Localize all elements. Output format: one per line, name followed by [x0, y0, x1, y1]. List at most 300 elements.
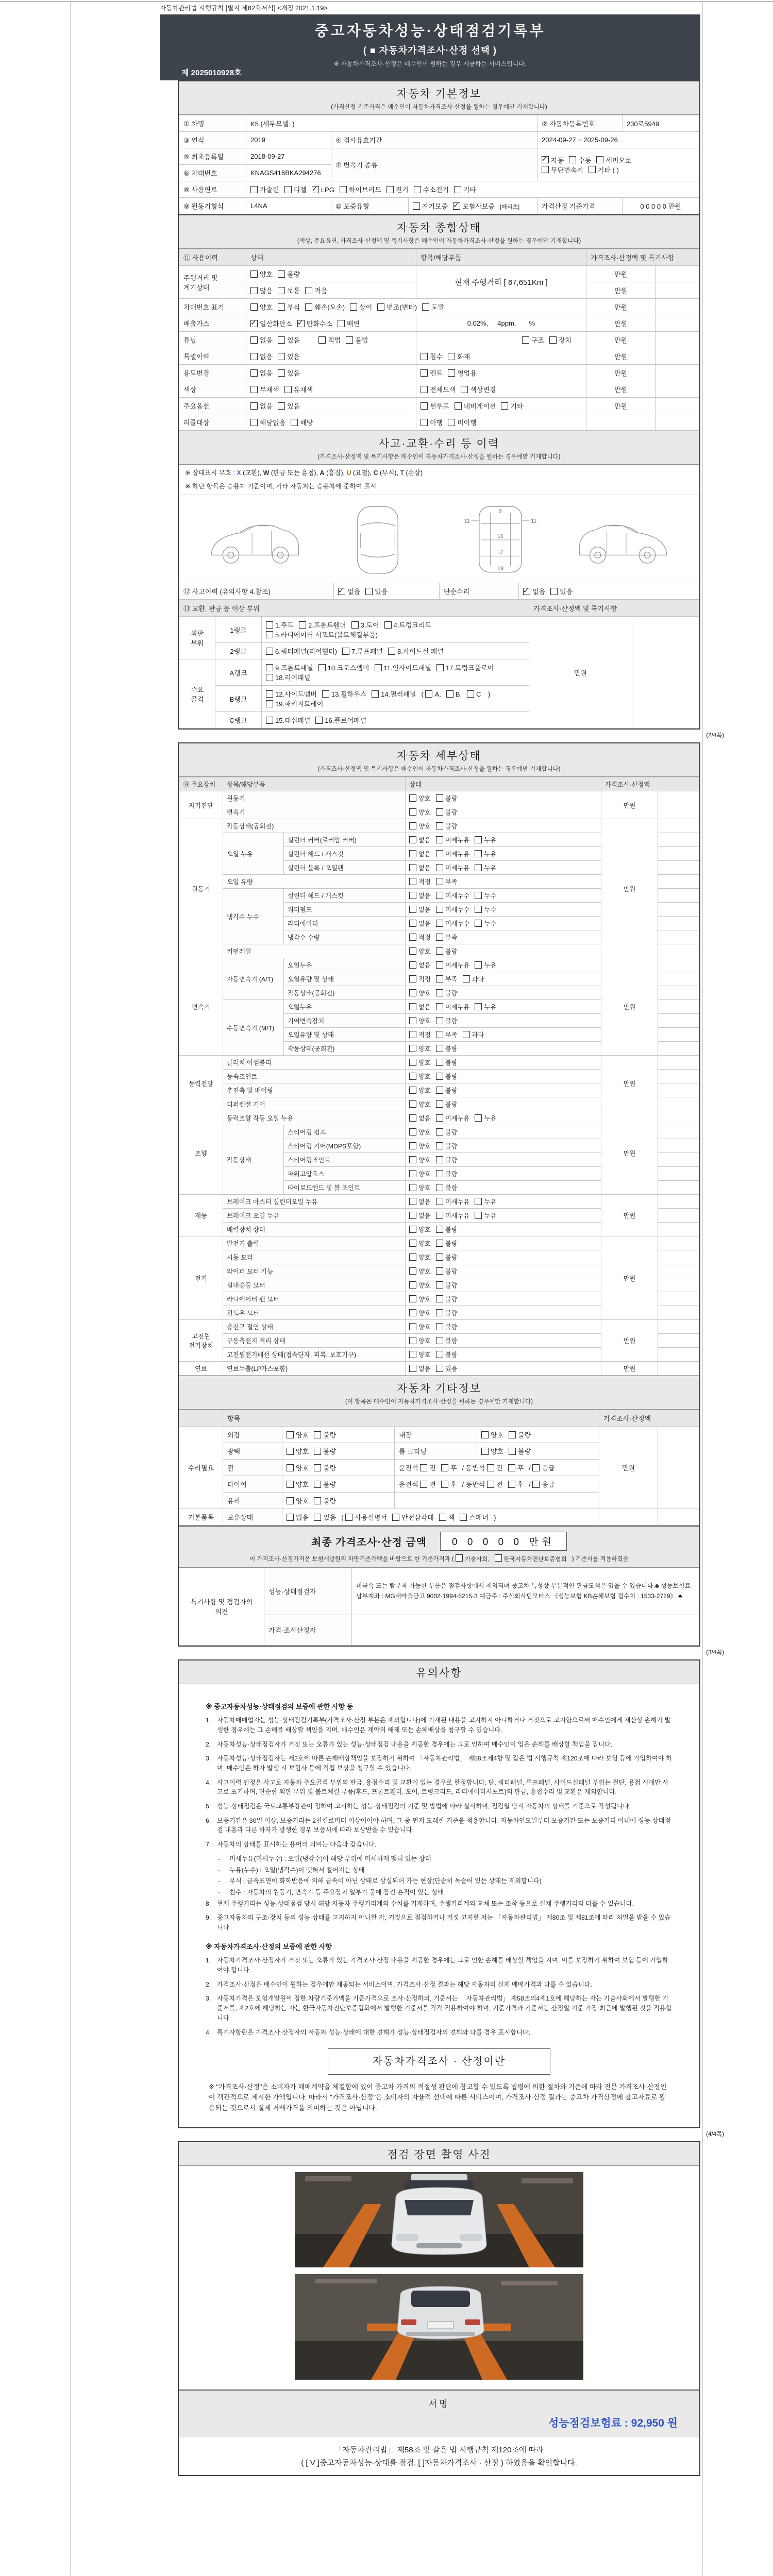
checkbox[interactable] — [475, 920, 482, 927]
checkbox-option[interactable] — [409, 795, 431, 802]
checkbox-option[interactable] — [250, 186, 279, 194]
checkbox-option[interactable] — [542, 166, 583, 174]
checkbox[interactable] — [409, 1212, 416, 1219]
checkbox-option[interactable] — [384, 621, 432, 629]
checkbox[interactable] — [314, 1431, 321, 1438]
checkbox[interactable] — [250, 369, 258, 377]
checkbox-option[interactable] — [409, 1045, 431, 1053]
checkbox[interactable] — [314, 1464, 321, 1471]
checkbox[interactable] — [421, 419, 428, 426]
checkbox[interactable] — [372, 690, 379, 698]
checkbox[interactable] — [409, 1226, 416, 1233]
checkbox[interactable] — [409, 989, 416, 996]
checkbox-option[interactable] — [287, 1481, 309, 1488]
checkbox[interactable] — [436, 1184, 443, 1191]
checkbox-option[interactable] — [454, 186, 476, 194]
checkbox[interactable] — [409, 934, 416, 941]
checkbox-option[interactable] — [409, 1282, 431, 1289]
checkbox-option[interactable] — [475, 906, 496, 913]
checkbox-option[interactable] — [421, 419, 443, 427]
checkbox-option[interactable] — [372, 690, 416, 698]
checkbox-option[interactable] — [342, 648, 383, 655]
checkbox[interactable] — [250, 386, 258, 393]
checkbox[interactable] — [250, 336, 258, 344]
checkbox[interactable] — [436, 878, 443, 885]
checkbox[interactable] — [436, 947, 443, 955]
checkbox[interactable] — [436, 934, 443, 941]
checkbox[interactable] — [250, 402, 258, 410]
checkbox-option[interactable] — [266, 664, 313, 672]
checkbox[interactable] — [314, 1481, 321, 1488]
checkbox-option[interactable] — [509, 1448, 531, 1455]
checkbox-option[interactable] — [475, 865, 496, 872]
checkbox[interactable] — [436, 1351, 443, 1358]
checkbox-option[interactable] — [448, 353, 470, 361]
checkbox[interactable] — [250, 270, 258, 278]
checkbox-checked[interactable] — [542, 156, 549, 163]
checkbox[interactable] — [409, 850, 416, 857]
checkbox-option[interactable] — [250, 336, 273, 344]
checkbox-option[interactable] — [436, 1129, 458, 1136]
checkbox-option[interactable] — [436, 920, 470, 927]
checkbox-option[interactable] — [436, 837, 470, 844]
checkbox-option[interactable] — [287, 1464, 309, 1472]
checkbox[interactable] — [409, 1351, 416, 1358]
checkbox-option[interactable] — [475, 1198, 496, 1206]
checkbox[interactable] — [278, 369, 285, 377]
checkbox[interactable] — [409, 1031, 416, 1038]
checkbox[interactable] — [409, 864, 416, 871]
checkbox[interactable] — [305, 303, 312, 311]
checkbox[interactable] — [409, 1295, 416, 1302]
checkbox[interactable] — [549, 336, 557, 344]
checkbox-option[interactable] — [481, 1431, 503, 1439]
checkbox-option[interactable] — [550, 588, 573, 596]
checkbox[interactable] — [436, 1253, 443, 1261]
checkbox[interactable] — [425, 690, 432, 698]
checkbox[interactable] — [409, 1156, 416, 1163]
checkbox-option[interactable] — [409, 1059, 431, 1066]
checkbox[interactable] — [439, 1514, 446, 1521]
checkbox-option[interactable] — [377, 303, 417, 311]
checkbox-checked[interactable] — [250, 320, 258, 327]
checkbox[interactable] — [413, 202, 420, 210]
checkbox[interactable] — [414, 186, 421, 193]
checkbox-option[interactable] — [409, 1310, 431, 1317]
checkbox-option[interactable] — [409, 1031, 431, 1039]
checkbox[interactable] — [475, 864, 482, 871]
checkbox-option[interactable] — [436, 906, 470, 913]
checkbox-option[interactable] — [409, 878, 431, 886]
checkbox-option[interactable] — [439, 1514, 455, 1521]
checkbox[interactable] — [409, 1059, 416, 1066]
checkbox-option[interactable] — [278, 353, 300, 361]
checkbox[interactable] — [250, 287, 258, 294]
checkbox[interactable] — [409, 878, 416, 885]
checkbox[interactable] — [436, 920, 443, 927]
checkbox[interactable] — [409, 961, 416, 969]
checkbox-option[interactable] — [495, 1556, 567, 1563]
checkbox-option[interactable] — [422, 303, 444, 311]
checkbox[interactable] — [409, 1128, 416, 1136]
checkbox[interactable] — [392, 1514, 399, 1521]
checkbox[interactable] — [436, 1073, 443, 1080]
checkbox-option[interactable] — [315, 717, 366, 724]
checkbox[interactable] — [409, 1309, 416, 1316]
checkbox[interactable] — [436, 1323, 443, 1330]
checkbox-option[interactable] — [481, 1448, 503, 1455]
checkbox[interactable] — [409, 892, 416, 899]
checkbox-option[interactable] — [250, 287, 273, 295]
checkbox-option[interactable] — [436, 795, 458, 802]
checkbox[interactable] — [377, 303, 384, 311]
checkbox-option[interactable] — [475, 851, 496, 858]
checkbox-option[interactable] — [420, 1464, 436, 1472]
checkbox-option[interactable] — [436, 865, 470, 872]
checkbox[interactable] — [278, 353, 285, 360]
checkbox-option[interactable] — [350, 303, 372, 311]
checkbox-option[interactable] — [436, 1365, 458, 1372]
checkbox[interactable] — [278, 402, 285, 410]
checkbox[interactable] — [436, 794, 443, 802]
checkbox-option[interactable] — [475, 837, 496, 844]
checkbox[interactable] — [409, 1240, 416, 1247]
checkbox[interactable] — [314, 1497, 321, 1504]
checkbox-option[interactable] — [436, 1115, 470, 1122]
checkbox[interactable] — [287, 1431, 294, 1438]
checkbox-option[interactable] — [436, 990, 458, 997]
checkbox[interactable] — [409, 906, 416, 913]
checkbox-option[interactable] — [461, 386, 496, 394]
checkbox-option[interactable] — [266, 674, 310, 682]
checkbox-checked[interactable] — [523, 588, 530, 595]
checkbox[interactable] — [420, 1464, 427, 1471]
checkbox-option[interactable] — [421, 402, 449, 410]
checkbox[interactable] — [550, 588, 558, 595]
checkbox[interactable] — [436, 1226, 443, 1233]
checkbox-option[interactable] — [436, 1004, 470, 1011]
checkbox[interactable] — [409, 1198, 416, 1205]
checkbox[interactable] — [250, 303, 258, 311]
checkbox-option[interactable] — [409, 865, 431, 872]
checkbox[interactable] — [436, 1281, 443, 1289]
checkbox[interactable] — [375, 664, 382, 671]
checkbox[interactable] — [266, 700, 273, 707]
checkbox-option[interactable] — [278, 270, 300, 278]
checkbox[interactable] — [481, 1448, 489, 1455]
checkbox-option[interactable] — [345, 1514, 387, 1521]
checkbox-option[interactable] — [314, 1448, 336, 1455]
checkbox-option[interactable] — [318, 336, 341, 344]
checkbox[interactable] — [409, 1045, 416, 1052]
checkbox[interactable] — [266, 621, 273, 629]
checkbox-option[interactable] — [436, 1171, 458, 1178]
checkbox[interactable] — [475, 1003, 482, 1010]
checkbox-option[interactable] — [475, 1115, 496, 1122]
checkbox-option[interactable] — [266, 717, 310, 724]
checkbox-option[interactable] — [475, 1212, 496, 1219]
checkbox-option[interactable] — [322, 690, 366, 698]
checkbox[interactable] — [508, 1481, 515, 1488]
checkbox-option[interactable] — [589, 166, 619, 174]
checkbox-option[interactable] — [409, 1018, 431, 1025]
checkbox[interactable] — [266, 631, 273, 638]
checkbox[interactable] — [509, 1448, 516, 1455]
checkbox[interactable] — [463, 975, 470, 982]
checkbox[interactable] — [436, 1031, 443, 1038]
checkbox[interactable] — [475, 1212, 482, 1219]
checkbox[interactable] — [455, 402, 462, 410]
checkbox[interactable] — [409, 822, 416, 829]
checkbox[interactable] — [463, 1031, 470, 1038]
checkbox-option[interactable] — [436, 976, 458, 983]
checkbox[interactable] — [436, 892, 443, 899]
checkbox-option[interactable] — [388, 648, 444, 655]
checkbox[interactable] — [386, 186, 394, 193]
checkbox-option[interactable] — [409, 851, 431, 858]
checkbox-option[interactable] — [436, 664, 494, 672]
checkbox[interactable] — [436, 1100, 443, 1108]
checkbox-option[interactable] — [436, 948, 458, 955]
checkbox-option[interactable] — [409, 1212, 431, 1219]
checkbox[interactable] — [509, 1431, 516, 1438]
checkbox[interactable] — [365, 588, 373, 595]
checkbox[interactable] — [420, 1481, 427, 1488]
checkbox[interactable] — [409, 920, 416, 927]
checkbox[interactable] — [436, 1003, 443, 1010]
checkbox-option[interactable] — [436, 1059, 458, 1066]
checkbox[interactable] — [409, 1184, 416, 1191]
checkbox-option[interactable] — [409, 934, 431, 941]
checkbox[interactable] — [421, 386, 428, 393]
checkbox-option[interactable] — [508, 1464, 524, 1472]
checkbox-option[interactable] — [250, 270, 273, 278]
checkbox[interactable] — [421, 353, 428, 360]
checkbox-option[interactable] — [508, 1481, 524, 1488]
checkbox[interactable] — [487, 1464, 494, 1471]
checkbox-option[interactable] — [409, 892, 431, 900]
checkbox[interactable] — [409, 1087, 416, 1094]
checkbox-option[interactable] — [453, 202, 495, 210]
checkbox-option[interactable] — [250, 353, 273, 361]
checkbox[interactable] — [436, 1295, 443, 1302]
checkbox-option[interactable] — [266, 621, 294, 629]
checkbox-option[interactable] — [436, 1254, 458, 1261]
checkbox-option[interactable] — [266, 700, 323, 708]
checkbox-option[interactable] — [467, 690, 481, 698]
checkbox[interactable] — [461, 386, 468, 393]
checkbox[interactable] — [475, 850, 482, 857]
checkbox[interactable] — [436, 975, 443, 982]
checkbox-option[interactable] — [318, 664, 369, 672]
checkbox-option[interactable] — [409, 920, 431, 927]
checkbox-option[interactable] — [409, 1365, 431, 1372]
checkbox[interactable] — [569, 156, 576, 163]
checkbox-option[interactable] — [409, 809, 431, 816]
checkbox-option[interactable] — [421, 386, 456, 394]
checkbox-option[interactable] — [314, 1514, 336, 1521]
checkbox-option[interactable] — [266, 631, 378, 639]
checkbox-option[interactable] — [250, 402, 273, 410]
checkbox-option[interactable] — [314, 1497, 336, 1505]
checkbox-option[interactable] — [436, 892, 470, 900]
checkbox[interactable] — [409, 1017, 416, 1024]
checkbox-option[interactable] — [446, 690, 462, 698]
checkbox[interactable] — [495, 1554, 502, 1562]
checkbox[interactable] — [436, 808, 443, 816]
checkbox-option[interactable] — [278, 369, 300, 377]
checkbox[interactable] — [266, 690, 273, 698]
checkbox-option[interactable] — [532, 1464, 554, 1472]
checkbox[interactable] — [436, 961, 443, 969]
checkbox-option[interactable] — [421, 369, 443, 377]
checkbox-option[interactable] — [409, 976, 431, 983]
checkbox[interactable] — [266, 648, 273, 655]
checkbox-checked[interactable] — [312, 186, 319, 193]
checkbox-option[interactable] — [436, 1184, 458, 1192]
checkbox[interactable] — [409, 1323, 416, 1330]
checkbox[interactable] — [441, 1481, 448, 1488]
checkbox-option[interactable] — [436, 878, 458, 886]
checkbox[interactable] — [284, 386, 292, 393]
checkbox[interactable] — [409, 1073, 416, 1080]
checkbox[interactable] — [342, 648, 349, 655]
checkbox[interactable] — [278, 270, 285, 278]
checkbox[interactable] — [487, 1481, 494, 1488]
checkbox-option[interactable] — [409, 1004, 431, 1011]
checkbox-option[interactable] — [436, 823, 458, 830]
checkbox-option[interactable] — [436, 1157, 458, 1164]
checkbox-option[interactable] — [509, 1431, 531, 1439]
checkbox[interactable] — [454, 186, 461, 193]
checkbox-option[interactable] — [351, 621, 379, 629]
checkbox[interactable] — [409, 808, 416, 816]
checkbox-option[interactable] — [522, 336, 544, 344]
checkbox[interactable] — [448, 369, 455, 377]
checkbox-option[interactable] — [436, 1045, 458, 1053]
checkbox[interactable] — [291, 419, 298, 426]
checkbox-option[interactable] — [409, 1226, 431, 1233]
checkbox-option[interactable] — [250, 386, 279, 394]
checkbox[interactable] — [475, 892, 482, 899]
checkbox[interactable] — [436, 1240, 443, 1247]
checkbox-option[interactable] — [287, 1431, 309, 1439]
checkbox-option[interactable] — [250, 369, 273, 377]
checkbox-option[interactable] — [409, 1101, 431, 1108]
checkbox[interactable] — [299, 621, 306, 629]
checkbox-option[interactable] — [436, 962, 470, 969]
checkbox[interactable] — [436, 1128, 443, 1136]
checkbox-option[interactable] — [409, 1087, 431, 1094]
checkbox-option[interactable] — [436, 1240, 458, 1247]
checkbox[interactable] — [460, 1514, 467, 1521]
checkbox[interactable] — [287, 1464, 294, 1471]
checkbox[interactable] — [409, 1253, 416, 1261]
checkbox-option[interactable] — [421, 353, 443, 361]
checkbox[interactable] — [409, 1003, 416, 1010]
checkbox-checked[interactable] — [297, 320, 305, 327]
checkbox-option[interactable] — [409, 1337, 431, 1345]
checkbox[interactable] — [250, 419, 258, 426]
checkbox[interactable] — [266, 674, 273, 681]
checkbox-option[interactable] — [441, 1464, 457, 1472]
checkbox-option[interactable] — [284, 386, 313, 394]
checkbox[interactable] — [436, 664, 444, 671]
checkbox[interactable] — [287, 1514, 294, 1521]
checkbox[interactable] — [314, 1448, 321, 1455]
checkbox[interactable] — [475, 1114, 482, 1122]
checkbox-option[interactable] — [436, 1087, 458, 1094]
checkbox[interactable] — [421, 369, 428, 377]
checkbox-option[interactable] — [250, 419, 285, 427]
checkbox-option[interactable] — [448, 419, 477, 427]
checkbox[interactable] — [250, 186, 258, 193]
checkbox-option[interactable] — [278, 287, 300, 295]
checkbox-option[interactable] — [409, 1198, 431, 1206]
checkbox-option[interactable] — [501, 402, 523, 410]
checkbox-option[interactable] — [409, 1171, 431, 1178]
checkbox-option[interactable] — [436, 1143, 458, 1150]
checkbox[interactable] — [589, 166, 596, 173]
checkbox[interactable] — [436, 850, 443, 857]
checkbox[interactable] — [467, 690, 474, 698]
checkbox-option[interactable] — [542, 157, 564, 164]
checkbox[interactable] — [522, 336, 529, 344]
checkbox[interactable] — [409, 1267, 416, 1275]
checkbox-option[interactable] — [409, 906, 431, 913]
checkbox[interactable] — [409, 1142, 416, 1149]
checkbox-option[interactable] — [287, 1514, 309, 1521]
checkbox-option[interactable] — [436, 1226, 458, 1233]
checkbox-option[interactable] — [409, 823, 431, 830]
checkbox[interactable] — [475, 1198, 482, 1205]
checkbox-option[interactable] — [409, 1351, 431, 1359]
checkbox[interactable] — [409, 836, 416, 843]
checkbox-option[interactable] — [297, 320, 332, 328]
checkbox-option[interactable] — [375, 664, 431, 672]
checkbox[interactable] — [436, 1114, 443, 1122]
checkbox-option[interactable] — [456, 1556, 490, 1563]
checkbox[interactable] — [542, 166, 549, 173]
checkbox[interactable] — [532, 1481, 540, 1488]
checkbox[interactable] — [436, 906, 443, 913]
checkbox[interactable] — [436, 822, 443, 829]
checkbox-option[interactable] — [409, 1254, 431, 1261]
checkbox-option[interactable] — [409, 990, 431, 997]
checkbox-option[interactable] — [413, 202, 448, 210]
checkbox[interactable] — [422, 303, 429, 311]
checkbox-option[interactable] — [392, 1514, 434, 1521]
checkbox-option[interactable] — [278, 402, 300, 410]
checkbox-option[interactable] — [436, 1101, 458, 1108]
checkbox[interactable] — [436, 1170, 443, 1177]
checkbox-option[interactable] — [284, 186, 307, 194]
checkbox[interactable] — [266, 664, 273, 671]
checkbox-option[interactable] — [338, 588, 360, 596]
checkbox[interactable] — [448, 419, 455, 426]
checkbox-option[interactable] — [532, 1481, 554, 1488]
checkbox-option[interactable] — [436, 1351, 458, 1359]
checkbox-option[interactable] — [340, 186, 381, 194]
checkbox-option[interactable] — [463, 976, 484, 983]
checkbox[interactable] — [481, 1431, 489, 1438]
checkbox-option[interactable] — [409, 1073, 431, 1080]
checkbox[interactable] — [441, 1464, 448, 1471]
checkbox[interactable] — [475, 906, 482, 913]
checkbox-option[interactable] — [475, 892, 496, 900]
checkbox-option[interactable] — [436, 1282, 458, 1289]
checkbox[interactable] — [456, 1554, 463, 1562]
